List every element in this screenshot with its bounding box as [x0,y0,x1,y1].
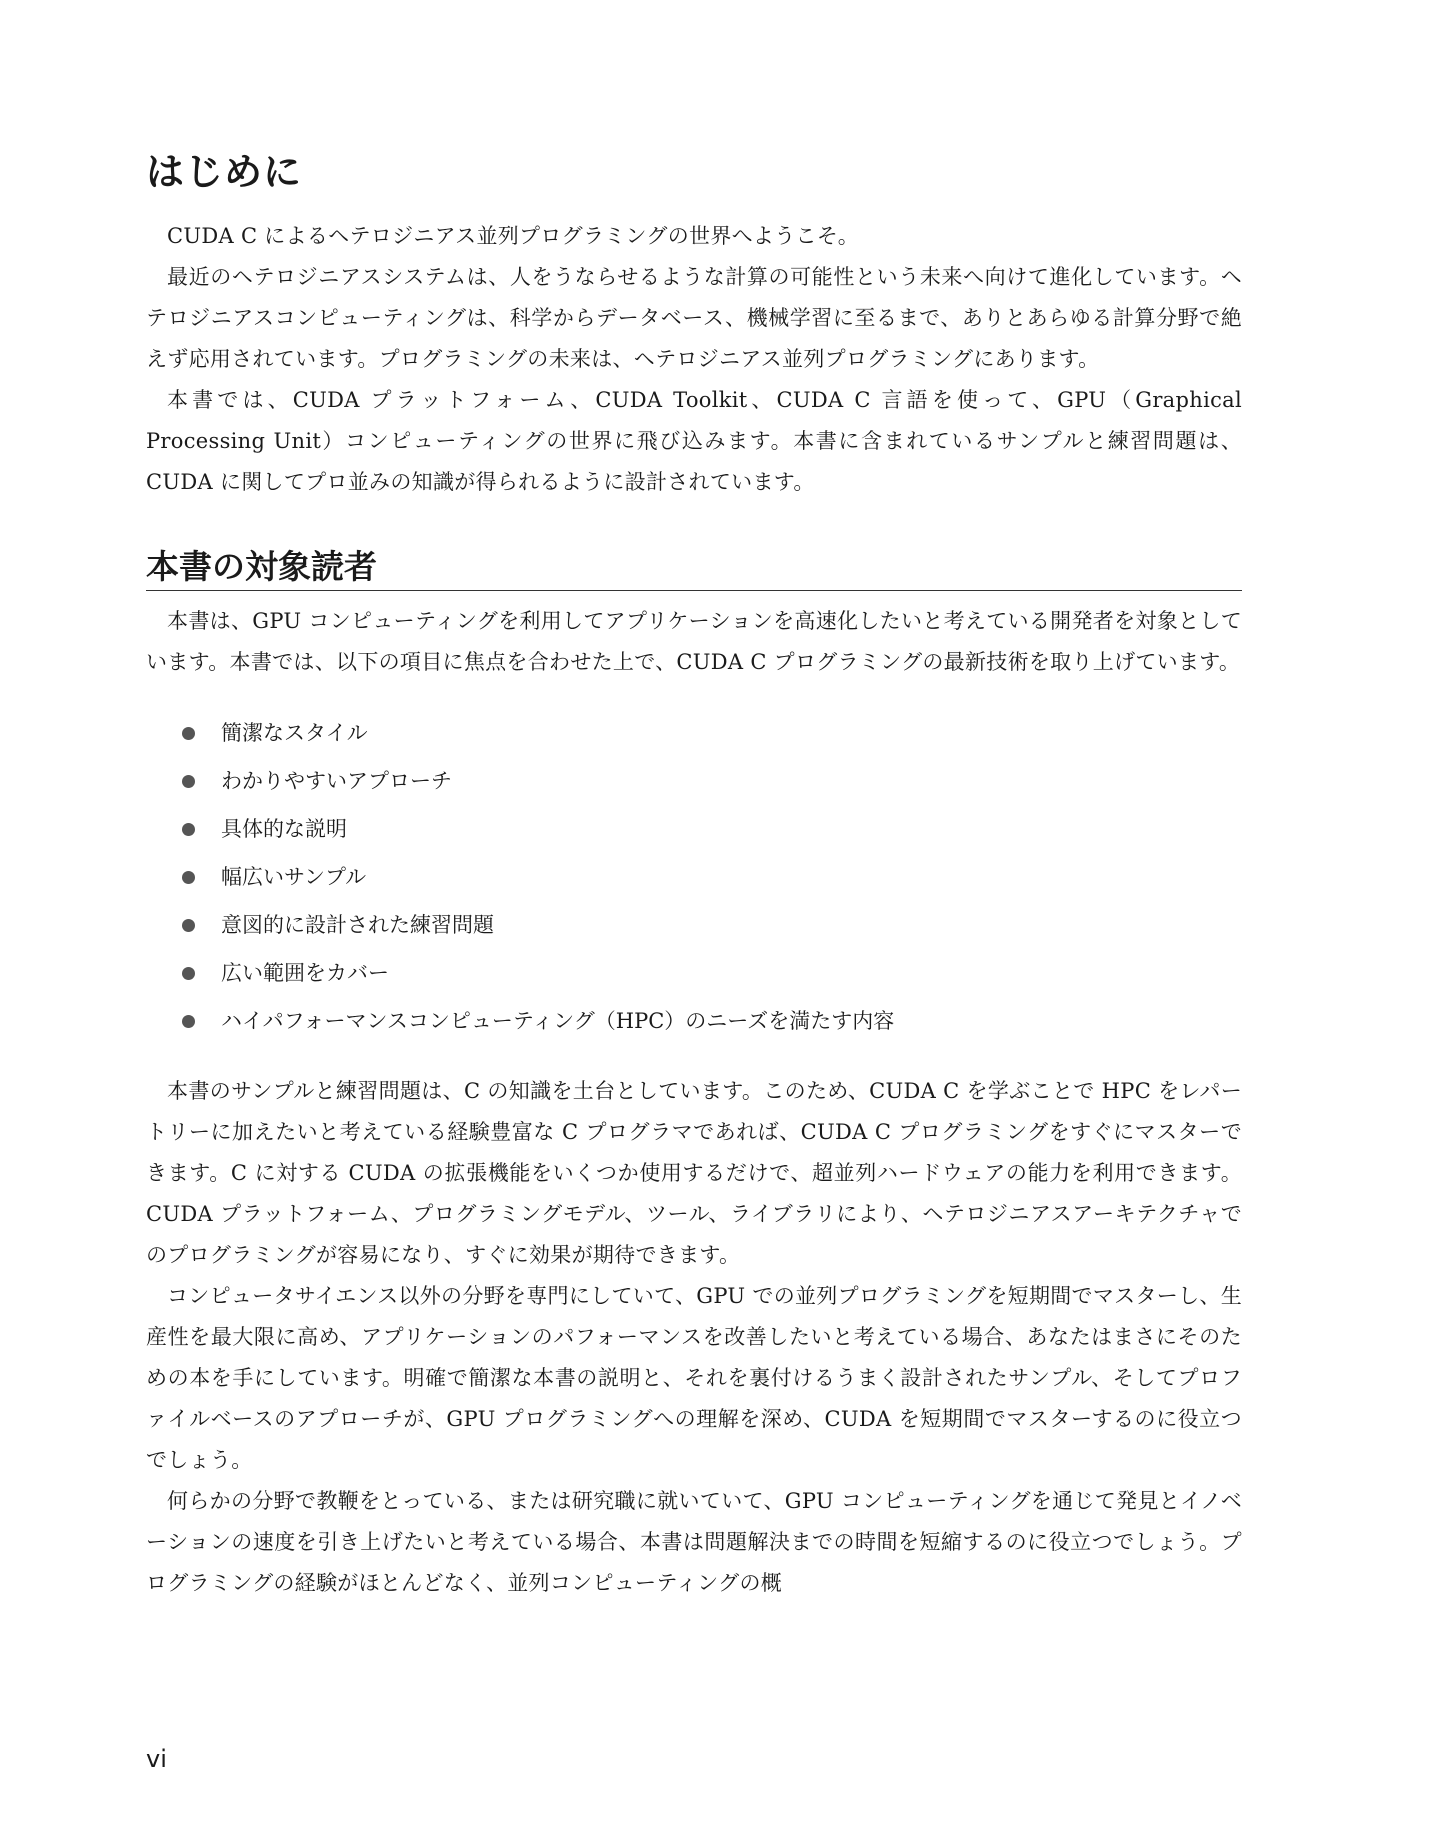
list-item-text: 簡潔なスタイル [221,721,368,746]
list-item-text: ハイパフォーマンスコンピューティング（HPC）のニーズを満たす内容 [221,1009,895,1034]
list-item-text: 幅広いサンプル [221,865,367,890]
section-paragraph-3: 何らかの分野で教鞭をとっている、または研究職に就いていて、GPU コンピューティングを通じて発見とイノベーションの速度を引き上げたいと考えている場合、本書は問題解決までの時間を短縮するのに役立つでしょう。プログラミングの経験がほとんどなく、並列コンピューティングの概 [146,1489,1242,1596]
list-item-text: わかりやすいアプローチ [221,769,452,794]
intro-paragraph-3: 本書では、CUDA プラットフォーム、CUDA Toolkit、CUDA C 言語を使って、GPU（Graphical Processing Unit）コンピューティングの世界に飛び込みます。本書に含まれているサンプルと練習問題は、CUDA に関してプロ並みの知識が得られるように設計されています。 [146,387,1242,494]
list-item [182,805,1242,853]
list-item-text: 具体的な説明 [221,817,347,842]
bullet-icon [182,727,195,740]
list-item [182,901,1242,949]
chapter-title: はじめに [146,150,303,194]
bullet-icon [182,823,195,836]
list-item [182,757,1242,805]
bullet-icon [182,871,195,884]
page-number: vi [146,1745,167,1773]
intro-paragraph-1: CUDA C によるヘテロジニアス並列プログラミングの世界へようこそ。 [167,223,860,248]
bullet-icon [182,967,195,980]
list-item [182,997,1242,1045]
section-paragraph-2: コンピュータサイエンス以外の分野を専門にしていて、GPU での並列プログラミングを短期間でマスターし、生産性を最大限に高め、アプリケーションのパフォーマンスを改善したいと考えている場合、あなたはまさにそのための本を手にしています。明確で簡潔な本書の説明と、それを裏付けるうまく設計されたサンプル、そしてプロファイルベースのアプローチが、GPU プログラミングへの理解を深め、CUDA を短期間でマスターするのに役立つでしょう。 [146,1284,1242,1473]
section-paragraph-1: 本書のサンプルと練習問題は、C の知識を土台としています。このため、CUDA C を学ぶことで HPC をレパートリーに加えたいと考えている経験豊富な C プログラマであれば、CUDA C プログラミングをすぐにマスターできます。C に対する CUDA の拡張機能をいくつか使用するだけで、超並列ハードウェアの能力を利用できます。CUDA プラットフォーム、プログラミングモデル、ツール、ライブラリにより、ヘテロジニアスアーキテクチャでのプログラミングが容易になり、すぐに効果が期待できます。 [146,1079,1242,1268]
section-title: 本書の対象読者 [146,547,1242,592]
bullet-icon [182,919,195,932]
list-item [182,853,1242,901]
list-item-text: 意図的に設計された練習問題 [221,913,494,938]
section-lead-paragraph: 本書は、GPU コンピューティングを利用してアプリケーションを高速化したいと考えている開発者を対象としています。本書では、以下の項目に焦点を合わせた上で、CUDA C プログラミングの最新技術を取り上げています。 [146,609,1242,675]
bullet-icon [182,775,195,788]
feature-bullet-list [146,709,1242,1045]
intro-paragraph-2: 最近のヘテロジニアスシステムは、人をうならせるような計算の可能性という未来へ向けて進化しています。ヘテロジニアスコンピューティングは、科学からデータベース、機械学習に至るまで、ありとあらゆる計算分野で絶えず応用されています。プログラミングの未来は、ヘテロジニアス並列プログラミングにあります。 [146,264,1242,371]
page-content [146,150,1242,1604]
list-item [182,949,1242,997]
list-item [182,709,1242,757]
list-item-text: 広い範囲をカバー [221,961,389,986]
bullet-icon [182,1015,195,1028]
